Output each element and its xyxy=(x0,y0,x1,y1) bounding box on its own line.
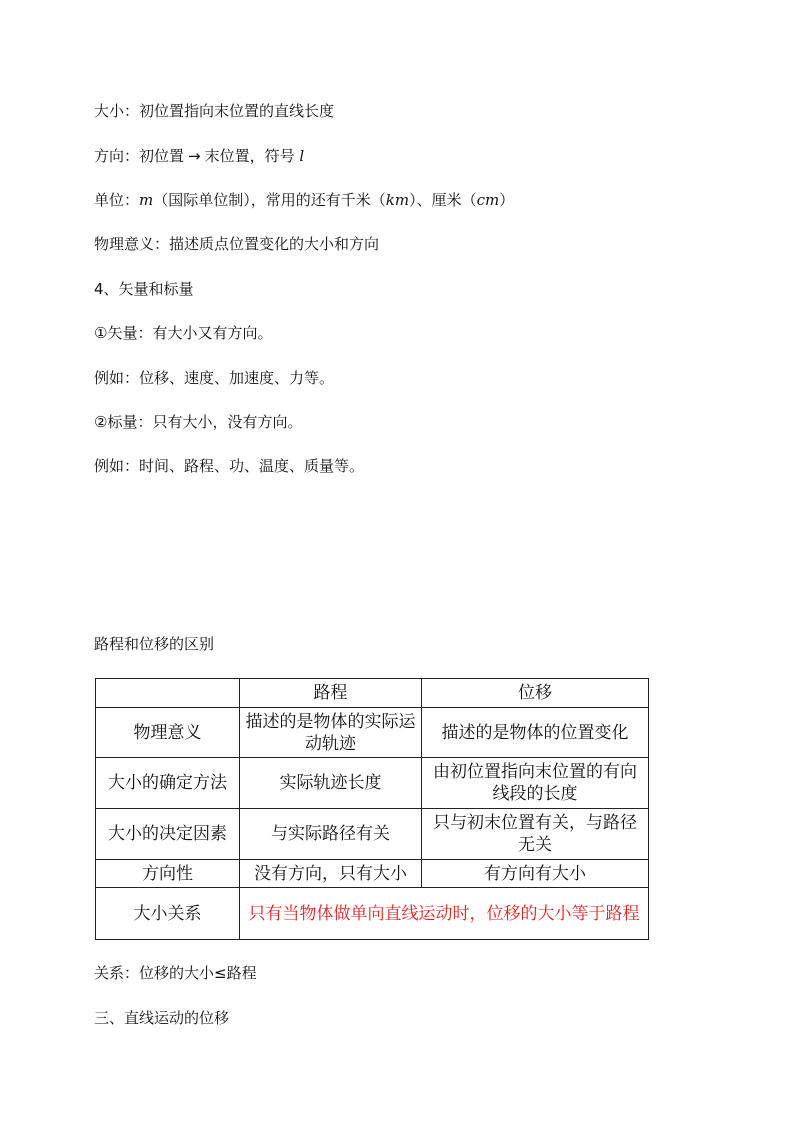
scalar-definition: ②标量：只有大小，没有方向。 xyxy=(94,413,303,431)
unit-m: m xyxy=(139,191,154,209)
unit-mid2: ）、厘米（ xyxy=(409,191,477,209)
scalar-example: 例如：时间、路程、功、温度、质量等。 xyxy=(94,457,365,475)
unit-end: ） xyxy=(499,191,515,209)
header-cell-distance: 路程 xyxy=(240,679,422,708)
distance-cell: 实际轨迹长度 xyxy=(240,758,422,809)
vector-example: 例如：位移、速度、加速度、力等。 xyxy=(94,369,335,387)
direction-prefix: 方向：初位置 xyxy=(94,147,185,165)
unit-prefix: 单位： xyxy=(94,191,140,209)
displacement-size: 大小：初位置指向末位置的直线长度 xyxy=(94,102,335,120)
row-label: 大小的确定方法 xyxy=(96,758,240,809)
direction-symbol: l xyxy=(299,147,305,165)
displacement-cell: 只与初末位置有关，与路径无关 xyxy=(422,809,649,860)
row-label: 大小关系 xyxy=(96,888,240,940)
row-label: 大小的决定因素 xyxy=(96,809,240,860)
header-cell-empty xyxy=(96,679,240,708)
displacement-cell: 由初位置指向末位置的有向线段的长度 xyxy=(422,758,649,809)
table-row xyxy=(96,708,649,758)
displacement-direction xyxy=(94,146,304,166)
distance-cell: 与实际路径有关 xyxy=(240,809,422,860)
header-cell-displacement: 位移 xyxy=(422,679,649,708)
magnitude-relation-note: 只有当物体做单向直线运动时，位移的大小等于路程 xyxy=(240,888,649,940)
row-label: 方向性 xyxy=(96,860,240,888)
vector-definition: ①矢量：有大小又有方向。 xyxy=(94,324,273,342)
unit-cm: cm xyxy=(476,191,500,209)
table-row xyxy=(96,860,649,888)
unit-mid: （国际单位制），常用的还有千米（ xyxy=(153,191,386,209)
table-row xyxy=(96,758,649,809)
displacement-cell: 有方向有大小 xyxy=(422,860,649,888)
displacement-cell: 描述的是物体的位置变化 xyxy=(422,708,649,758)
table-row xyxy=(96,809,649,860)
table-header-row xyxy=(96,679,649,708)
displacement-unit xyxy=(94,190,514,210)
distance-cell: 没有方向，只有大小 xyxy=(240,860,422,888)
unit-km: km xyxy=(385,191,410,209)
relation-line: 关系：位移的大小≤路程 xyxy=(94,964,257,982)
section-heading: 三、直线运动的位移 xyxy=(94,1009,230,1027)
comparison-title: 路程和位移的区别 xyxy=(94,635,215,653)
table-row-magnitude-relation xyxy=(96,888,649,940)
comparison-table xyxy=(95,678,649,940)
direction-suffix: 末位置，符号 xyxy=(204,147,295,165)
displacement-meaning: 物理意义：描述质点位置变化的大小和方向 xyxy=(94,235,380,253)
distance-cell: 描述的是物体的实际运动轨迹 xyxy=(240,708,422,758)
vectors-heading: 4、矢量和标量 xyxy=(94,280,194,298)
row-label: 物理意义 xyxy=(96,708,240,758)
right-arrow-icon: → xyxy=(188,147,201,165)
